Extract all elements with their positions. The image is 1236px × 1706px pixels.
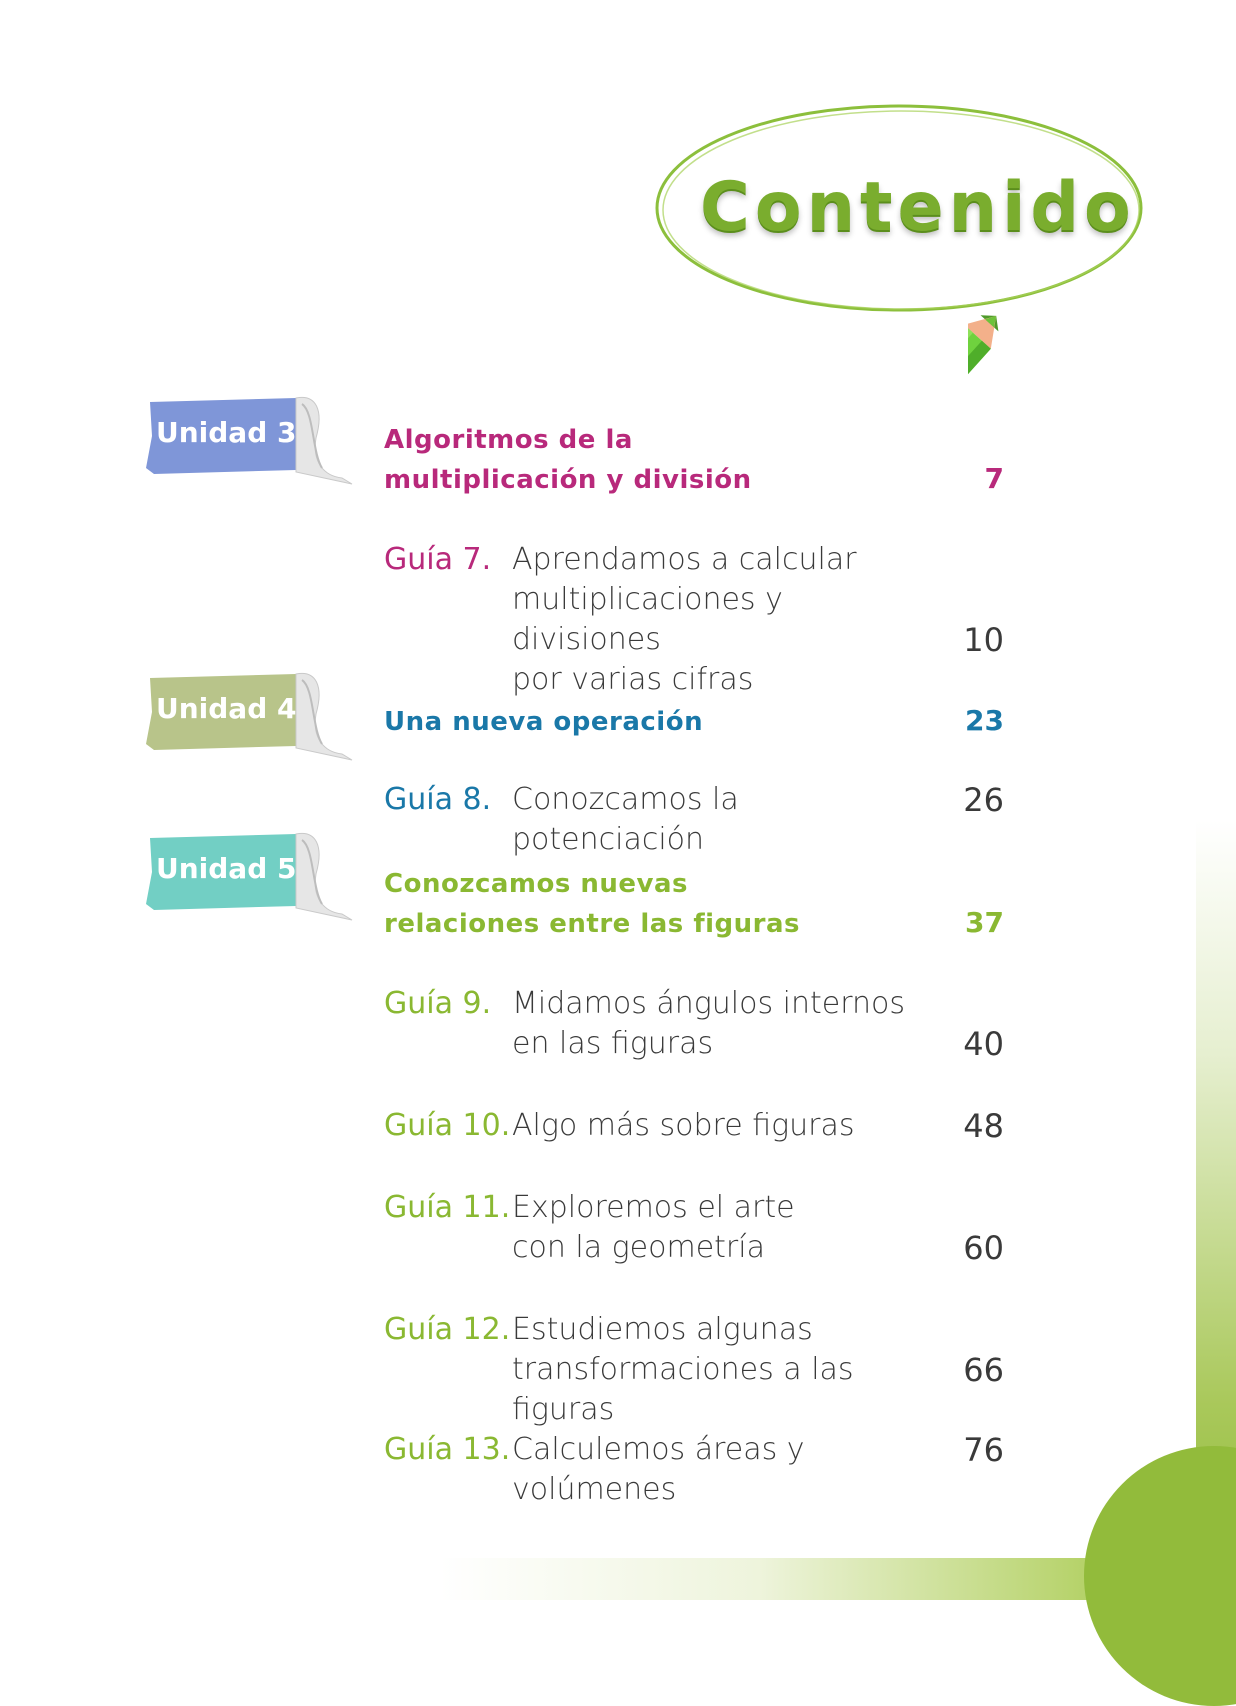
unit-4-label: Unidad 4	[156, 692, 297, 725]
guide-title-line: Aprendamos a calcular	[512, 542, 857, 577]
unit-4-page: 23	[965, 704, 1004, 737]
unit-3-page: 7	[984, 462, 1004, 495]
guide-7-title	[512, 540, 932, 700]
guide-8-page: 26	[963, 781, 1004, 819]
guide-11-label: Guía 11.	[384, 1190, 511, 1225]
unit-3-label: Unidad 3	[156, 416, 297, 449]
guide-title-line: transformaciones a las figuras	[512, 1352, 854, 1427]
guide-10-title	[512, 1106, 932, 1146]
unit-3-title-line: multiplicación y división	[384, 465, 752, 495]
guide-10-page: 48	[963, 1107, 1004, 1145]
guide-title-line: por varias cifras	[512, 662, 754, 697]
guide-9-title	[512, 984, 932, 1064]
pencil-icon	[968, 312, 1108, 462]
unit-5-page: 37	[965, 906, 1004, 939]
guide-13-page: 76	[963, 1431, 1004, 1469]
guide-11-title	[512, 1188, 932, 1268]
unit-3-tag	[146, 392, 366, 476]
guide-title-line: Exploremos el arte	[512, 1190, 795, 1225]
guide-9-page: 40	[963, 1025, 1004, 1063]
unit-4-title-line: Una nueva operación	[384, 707, 704, 737]
guide-9-label: Guía 9.	[384, 986, 492, 1021]
page-title: Contenido	[700, 168, 1136, 247]
guide-12-title	[512, 1310, 932, 1430]
guide-title-line: Estudiemos algunas	[512, 1312, 813, 1347]
guide-title-line: Algo más sobre figuras	[512, 1108, 855, 1143]
guide-7-page: 10	[963, 621, 1004, 659]
guide-8-label: Guía 8.	[384, 782, 492, 817]
guide-title-line: en las figuras	[512, 1026, 714, 1061]
guide-title-line: Conozcamos la potenciación	[512, 782, 739, 857]
unit-5-title-line: relaciones entre las figuras	[384, 909, 801, 939]
unit-3-title-line: Algoritmos de la	[384, 425, 633, 455]
guide-13-title	[512, 1430, 932, 1510]
guide-title-line: con la geometría	[512, 1230, 765, 1265]
guide-12-label: Guía 12.	[384, 1312, 511, 1347]
guide-8-title	[512, 780, 932, 860]
corner-decoration	[1084, 1446, 1236, 1706]
unit-4-title	[384, 702, 904, 742]
guide-10-label: Guía 10.	[384, 1108, 511, 1143]
guide-title-line: Calculemos áreas y volúmenes	[512, 1432, 805, 1507]
unit-5-title	[384, 864, 904, 944]
guide-12-page: 66	[963, 1351, 1004, 1389]
unit-5-title-line: Conozcamos nuevas	[384, 869, 689, 899]
guide-11-page: 60	[963, 1229, 1004, 1267]
guide-title-line: Midamos ángulos internos	[512, 986, 906, 1021]
guide-13-label: Guía 13.	[384, 1432, 511, 1467]
unit-5-label: Unidad 5	[156, 852, 297, 885]
unit-3-title	[384, 420, 904, 500]
guide-7-label: Guía 7.	[384, 542, 492, 577]
unit-5-tag	[146, 828, 366, 912]
unit-4-tag	[146, 668, 366, 752]
guide-title-line: multiplicaciones y divisiones	[512, 582, 783, 657]
